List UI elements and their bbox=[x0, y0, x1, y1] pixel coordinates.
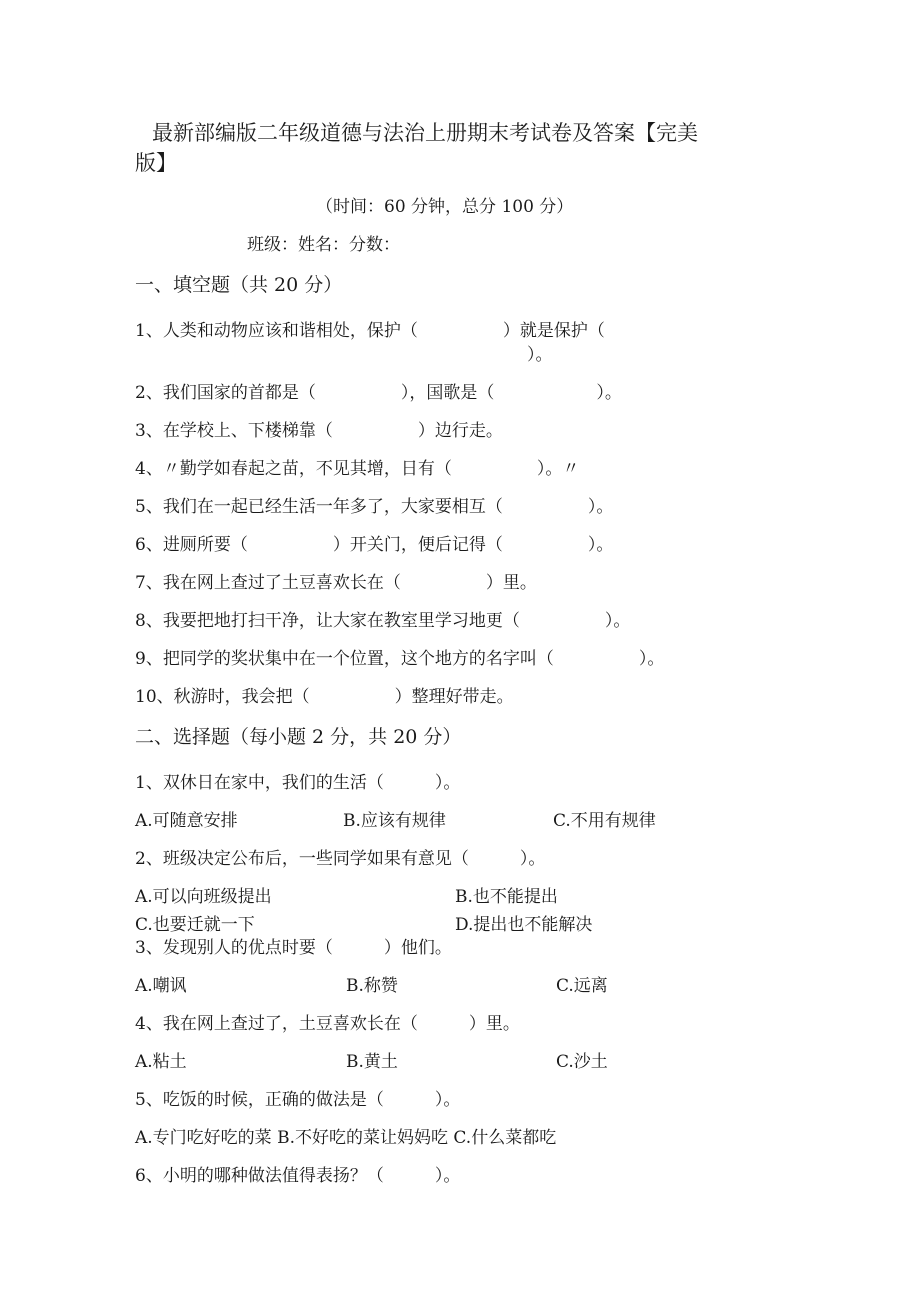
choice-question-3: 3、发现别人的优点时要（ ）他们。 bbox=[135, 938, 452, 958]
choice-3-option-c: C.远离 bbox=[556, 976, 608, 996]
choice-1-option-b: B.应该有规律 bbox=[343, 811, 446, 831]
section-heading-fill-in: 一、填空题（共 20 分） bbox=[135, 274, 343, 296]
student-info-line: 班级：姓名：分数： bbox=[247, 235, 400, 255]
fill-question-1-cont: ）。 bbox=[527, 345, 553, 365]
choice-2-option-d: D.提出也不能解决 bbox=[455, 915, 593, 935]
choice-1-option-c: C.不用有规律 bbox=[553, 811, 656, 831]
choice-2-option-a: A.可以向班级提出 bbox=[135, 887, 272, 907]
fill-question-6: 6、进厕所要（ ）开关门，便后记得（ ）。 bbox=[135, 535, 614, 555]
choice-question-4: 4、我在网上查过了，土豆喜欢长在（ ）里。 bbox=[135, 1014, 520, 1034]
choice-4-option-b: B.黄土 bbox=[346, 1052, 398, 1072]
fill-question-5: 5、我们在一起已经生活一年多了，大家要相互（ ）。 bbox=[135, 497, 614, 517]
choice-1-option-a: A.可随意安排 bbox=[135, 811, 238, 831]
choice-3-option-a: A.嘲讽 bbox=[135, 976, 187, 996]
fill-question-1: 1、人类和动物应该和谐相处，保护（ ）就是保护（ bbox=[135, 321, 605, 341]
choice-2-option-c: C.也要迁就一下 bbox=[135, 915, 255, 935]
exam-time-info: （时间：60 分钟，总分 100 分） bbox=[316, 197, 574, 217]
fill-question-8: 8、我要把地打扫干净，让大家在教室里学习地更（ ）。 bbox=[135, 611, 631, 631]
fill-question-9: 9、把同学的奖状集中在一个位置，这个地方的名字叫（ ）。 bbox=[135, 649, 665, 669]
choice-3-option-b: B.称赞 bbox=[346, 976, 398, 996]
choice-5-options: A.专门吃好吃的菜 B.不好吃的菜让妈妈吃 C.什么菜都吃 bbox=[135, 1128, 557, 1148]
choice-question-2: 2、班级决定公布后，一些同学如果有意见（ ）。 bbox=[135, 849, 546, 869]
choice-2-option-b: B.也不能提出 bbox=[455, 887, 558, 907]
fill-question-10: 10、秋游时，我会把（ ）整理好带走。 bbox=[135, 687, 514, 707]
choice-question-5: 5、吃饭的时候，正确的做法是（ ）。 bbox=[135, 1090, 461, 1110]
doc-title-line1: 最新部编版二年级道德与法治上册期末考试卷及答案【完美 bbox=[152, 121, 698, 145]
choice-4-option-c: C.沙土 bbox=[556, 1052, 608, 1072]
section-heading-choice: 二、选择题（每小题 2 分，共 20 分） bbox=[135, 726, 462, 748]
choice-question-1: 1、双休日在家中，我们的生活（ ）。 bbox=[135, 773, 461, 793]
choice-4-option-a: A.粘土 bbox=[135, 1052, 187, 1072]
doc-title-line2: 版】 bbox=[135, 151, 177, 175]
choice-question-6: 6、小明的哪种做法值得表扬？（ ）。 bbox=[135, 1166, 461, 1186]
fill-question-3: 3、在学校上、下楼梯靠（ ）边行走。 bbox=[135, 421, 503, 441]
fill-question-4: 4、〃勤学如春起之苗，不见其增，日有（ ）。〃 bbox=[135, 459, 580, 479]
fill-question-7: 7、我在网上查过了土豆喜欢长在（ ）里。 bbox=[135, 573, 537, 593]
fill-question-2: 2、我们国家的首都是（ ），国歌是（ ）。 bbox=[135, 383, 622, 403]
